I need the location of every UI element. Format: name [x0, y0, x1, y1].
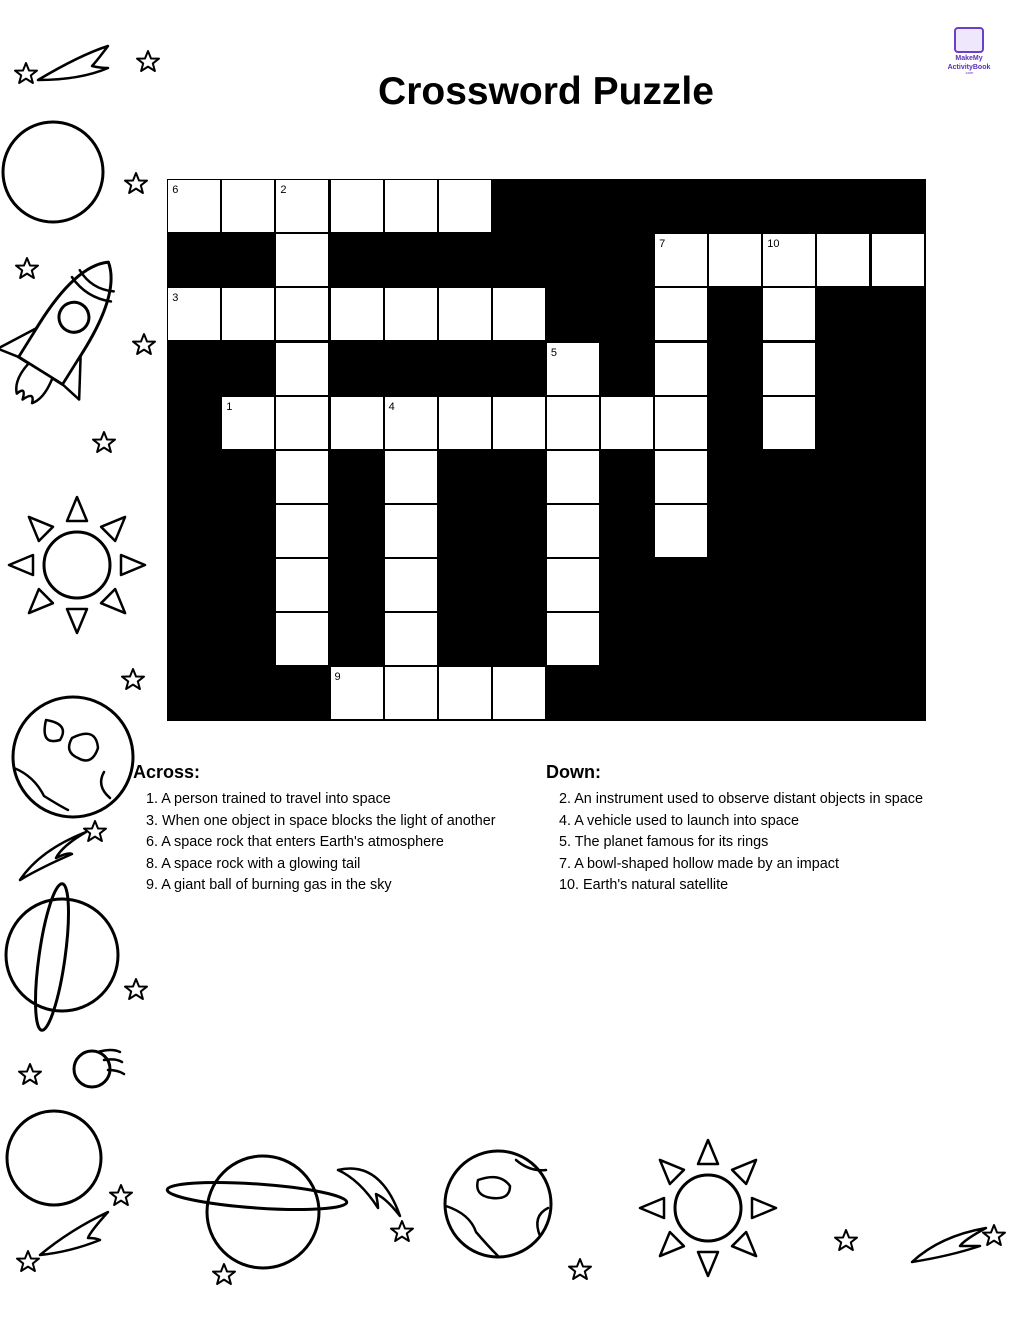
crossword-cell[interactable] [655, 343, 707, 395]
across-clues [133, 762, 496, 897]
clue-number: 10 [767, 238, 780, 251]
down-clue: 5. The planet famous for its rings [559, 834, 769, 851]
clue-number: 2 [280, 184, 287, 197]
crossword-cell[interactable] [276, 451, 328, 503]
star-icon [17, 1251, 39, 1271]
crossword-cell[interactable] [872, 234, 924, 286]
down-clue: 10. Earth's natural satellite [559, 877, 729, 894]
crossword-cell[interactable] [547, 397, 599, 449]
crossword-cell[interactable] [655, 234, 707, 286]
crossword-cell[interactable] [168, 180, 220, 232]
moon-icon [7, 1111, 101, 1205]
crossword-cell[interactable] [331, 397, 383, 449]
sun-icon [9, 497, 145, 633]
logo-line3: .com [964, 70, 974, 75]
crossword-cell[interactable] [276, 180, 328, 232]
comet-icon [20, 832, 86, 880]
clue-number: 6 [172, 184, 179, 197]
crossword-cell[interactable] [493, 667, 545, 719]
saturn-icon [6, 882, 118, 1032]
star-icon [213, 1264, 235, 1284]
comet-icon [40, 1212, 108, 1255]
crossword-cell[interactable] [385, 451, 437, 503]
crossword-cell[interactable] [168, 288, 220, 340]
crossword-grid [167, 179, 926, 721]
crossword-cell[interactable] [763, 234, 815, 286]
crossword-cell[interactable] [276, 288, 328, 340]
comet-icon [338, 1168, 400, 1216]
crossword-cell[interactable] [385, 559, 437, 611]
star-icon [16, 258, 38, 278]
clue-number: 9 [334, 671, 341, 684]
star-icon [569, 1259, 591, 1279]
crossword-cell[interactable] [763, 288, 815, 340]
star-icon [110, 1185, 132, 1205]
crossword-cell[interactable] [439, 397, 491, 449]
crossword-cell[interactable] [222, 288, 274, 340]
page-title: Crossword Puzzle [378, 70, 714, 113]
crossword-cell[interactable] [276, 343, 328, 395]
crossword-cell[interactable] [709, 234, 761, 286]
crossword-cell[interactable] [385, 613, 437, 665]
crossword-cell[interactable] [493, 288, 545, 340]
star-icon [93, 432, 115, 452]
crossword-cell[interactable] [547, 451, 599, 503]
logo-line1: MakeMy [955, 55, 983, 62]
across-clue: 3. When one object in space blocks the light of another [146, 812, 496, 829]
down-clue: 4. A vehicle used to launch into space [559, 812, 800, 829]
crossword-cell[interactable] [547, 559, 599, 611]
crossword-cell[interactable] [331, 288, 383, 340]
crossword-cell[interactable] [385, 397, 437, 449]
crossword-cell[interactable] [655, 451, 707, 503]
star-icon [125, 979, 147, 999]
star-icon [84, 821, 106, 841]
crossword-cell[interactable] [655, 397, 707, 449]
saturn-icon [166, 1156, 347, 1268]
crossword-cell[interactable] [763, 343, 815, 395]
across-clue: 8. A space rock with a glowing tail [146, 855, 361, 872]
crossword-cell[interactable] [547, 343, 599, 395]
crossword-cell[interactable] [547, 613, 599, 665]
crossword-cell[interactable] [276, 613, 328, 665]
crossword-cell[interactable] [601, 397, 653, 449]
star-icon [137, 51, 159, 71]
clue-number: 1 [226, 400, 233, 413]
moon-icon [3, 122, 103, 222]
star-icon [835, 1230, 857, 1250]
crossword-cell[interactable] [222, 397, 274, 449]
crossword-cell[interactable] [493, 397, 545, 449]
crossword-cell[interactable] [222, 180, 274, 232]
logo-line2: ActivityBook [947, 64, 991, 71]
brand-logo [944, 27, 994, 75]
crossword-cell[interactable] [817, 234, 869, 286]
crossword-cell[interactable] [385, 180, 437, 232]
crossword-cell[interactable] [276, 559, 328, 611]
crossword-cell[interactable] [331, 667, 383, 719]
star-icon [125, 173, 147, 193]
star-icon [19, 1064, 41, 1084]
across-clue: 1. A person trained to travel into space [146, 791, 391, 807]
crossword-cell[interactable] [763, 397, 815, 449]
down-heading: Down: [546, 762, 601, 782]
crossword-cell[interactable] [547, 505, 599, 557]
clue-number: 7 [659, 238, 666, 251]
across-heading: Across: [133, 762, 201, 782]
crossword-cell[interactable] [439, 667, 491, 719]
comet-icon [912, 1228, 986, 1262]
across-clue: 9. A giant ball of burning gas in the sky [146, 877, 392, 894]
down-clues [546, 762, 923, 897]
down-clue: 7. A bowl-shaped hollow made by an impact [559, 855, 839, 872]
across-clue: 6. A space rock that enters Earth's atmosphere [146, 834, 444, 851]
book-pencil-icon [954, 27, 984, 53]
crossword-cell[interactable] [385, 288, 437, 340]
clue-number: 5 [550, 346, 558, 359]
star-icon [391, 1221, 413, 1241]
down-clue: 2. An instrument used to observe distant objects in space [559, 791, 923, 807]
earth-icon [13, 697, 133, 817]
crossword-cell[interactable] [655, 288, 707, 340]
clue-number: 3 [172, 292, 179, 305]
earth-icon [445, 1151, 551, 1257]
meteor-icon [74, 1050, 124, 1087]
crossword-cell[interactable] [276, 505, 328, 557]
crossword-cell[interactable] [331, 180, 383, 232]
star-icon [133, 334, 155, 354]
crossword-cell[interactable] [276, 397, 328, 449]
star-icon [122, 669, 144, 689]
sun-icon [640, 1140, 776, 1276]
crossword-cell[interactable] [439, 288, 491, 340]
crossword-cell[interactable] [276, 234, 328, 286]
crossword-cell[interactable] [385, 505, 437, 557]
crossword-cell[interactable] [655, 505, 707, 557]
crossword-cell[interactable] [385, 667, 437, 719]
crossword-cell[interactable] [439, 180, 491, 232]
clue-number: 4 [388, 400, 395, 413]
